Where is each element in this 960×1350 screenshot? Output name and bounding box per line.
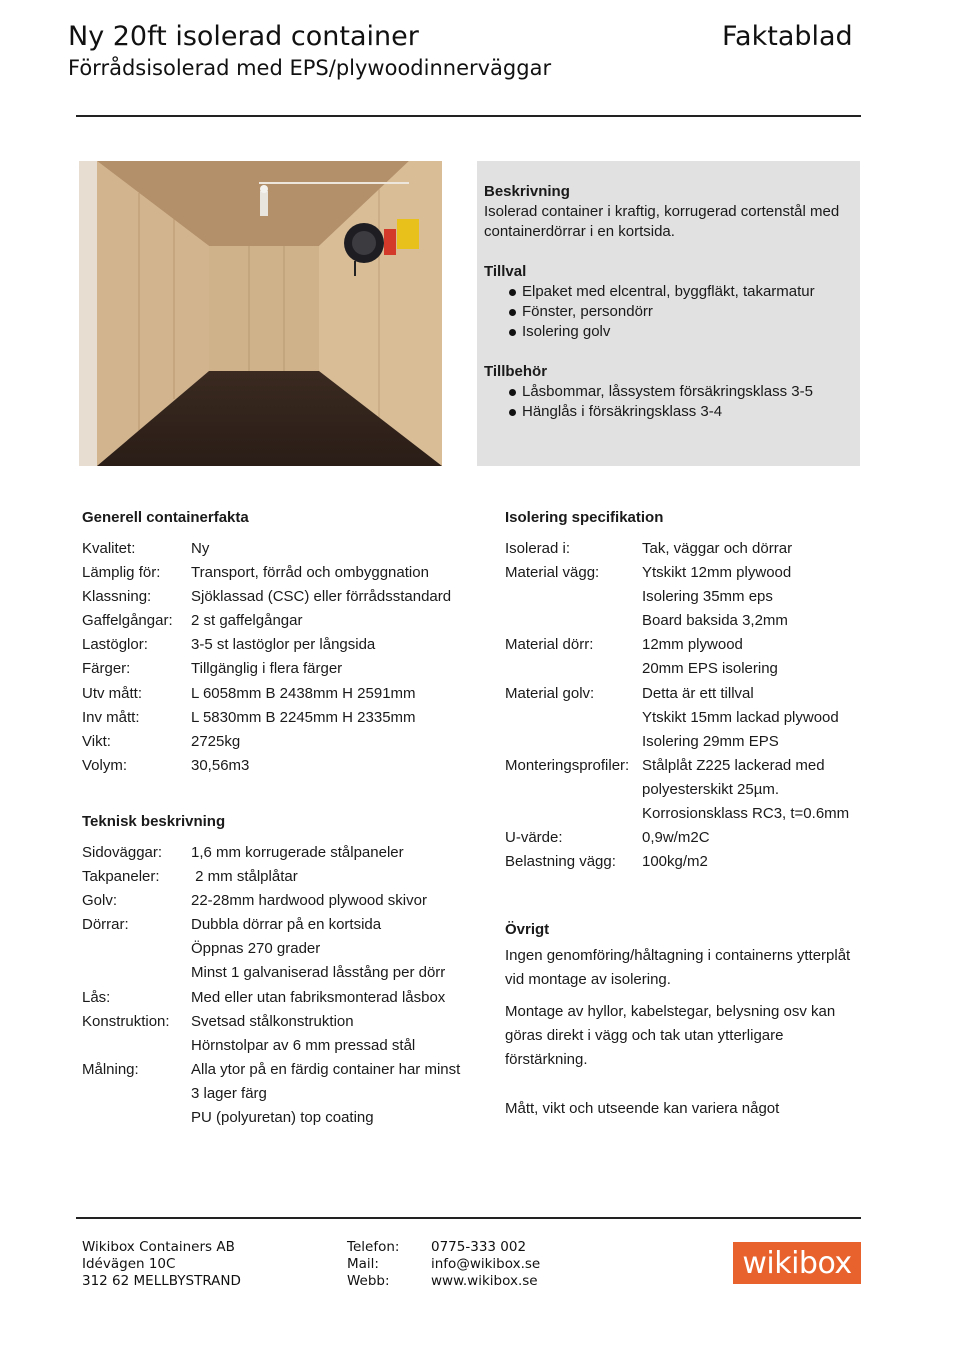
table-row: Dörrar: Dubbla dörrar på en kortsida	[82, 916, 382, 934]
table-row: Monteringsprofiler: Stålplåt Z225 lackerad med	[505, 756, 825, 774]
description-heading: Beskrivning	[484, 183, 570, 200]
technical-heading: Teknisk beskrivning	[82, 813, 226, 830]
document-subtitle: Förrådsisolerad med EPS/plywoodinnerväggar	[68, 56, 552, 80]
table-row: Gaffelgångar: 2 st gaffelgångar	[82, 612, 303, 630]
table-row: 20mm EPS isolering	[642, 660, 778, 678]
table-row: Sidoväggar: 1,6 mm korrugerade stålpaneler	[82, 844, 404, 861]
accessories-heading: Tillbehör	[484, 363, 548, 380]
table-row: 3 lager färg	[191, 1084, 267, 1102]
misc-paragraph: Ingen genomföring/håltagning i containerns ytterplåt vid montage av isolering.	[505, 947, 851, 989]
general-facts-table	[82, 537, 482, 778]
table-row: Minst 1 galvaniserad låsstång per dörr	[191, 964, 446, 982]
footer-contact-labels	[347, 1239, 399, 1290]
document-type: Faktablad	[722, 21, 853, 52]
header-divider	[76, 115, 861, 117]
table-row: Målning: Alla ytor på en färdig container har minst	[82, 1060, 461, 1078]
list-item: Låsbommar, låssystem försäkringsklass 3-5	[484, 382, 853, 402]
list-item: Hänglås i försäkringsklass 3-4	[484, 402, 853, 422]
table-row: Inv mått: L 5830mm B 2245mm H 2335mm	[82, 708, 416, 726]
phone-value: 0775-333 002	[431, 1239, 527, 1255]
footer-address	[82, 1239, 241, 1290]
list-item: Elpaket med elcentral, byggfläkt, takarmatur	[484, 282, 853, 302]
description-panel	[477, 161, 860, 466]
list-item: Fönster, persondörr	[484, 302, 853, 322]
table-row: Belastning vägg: 100kg/m2	[505, 853, 708, 871]
table-row: Öppnas 270 grader	[191, 940, 321, 958]
table-row: Isolering 29mm EPS	[642, 732, 779, 750]
insulation-heading: Isolering specifikation	[505, 509, 664, 526]
phone-label: Telefon:	[347, 1239, 400, 1255]
table-row: Ytskikt 15mm lackad plywood	[642, 708, 839, 726]
table-row: U-värde: 0,9w/m2C	[505, 829, 710, 847]
table-row: Korrosionsklass RC3, t=0.6mm	[642, 805, 850, 823]
table-row: Konstruktion: Svetsad stålkonstruktion	[82, 1012, 354, 1030]
description-text: Isolerad container i kraftig, korrugerad cortenstål med containerdörrar i en kortsida.	[484, 203, 840, 240]
web-link[interactable]: www.wikibox.se	[431, 1273, 538, 1289]
table-row: Isolerad i: Tak, väggar och dörrar	[505, 540, 793, 557]
footer-contact-values	[431, 1239, 540, 1290]
misc-section	[505, 918, 855, 1121]
misc-paragraph: Mått, vikt och utseende kan variera något	[505, 1099, 780, 1117]
table-row: Isolering 35mm eps	[642, 588, 773, 606]
table-row: Lämplig för: Transport, förråd och ombyggnation	[82, 564, 429, 582]
table-row: Takpaneler: 2 mm stålplåtar	[82, 868, 298, 886]
table-row: Volym: 30,56m3	[82, 756, 250, 774]
misc-paragraph: Montage av hyllor, kabelstegar, belysning osv kan göras direkt i vägg och tak utan ytterligare förstärkning.	[505, 1003, 836, 1069]
table-row: Lastöglor: 3-5 st lastöglor per långsida	[82, 636, 376, 654]
street-address: Idévägen 10C	[82, 1256, 176, 1272]
mail-link[interactable]: info@wikibox.se	[431, 1256, 541, 1272]
table-row: Lås: Med eller utan fabriksmonterad låsbox	[82, 988, 446, 1006]
table-row: Färger: Tillgänglig i flera färger	[82, 660, 343, 678]
options-list	[484, 282, 853, 342]
general-facts-heading: Generell containerfakta	[82, 509, 249, 526]
wikibox-logo: wikibox	[733, 1242, 861, 1284]
container-interior-illustration	[79, 161, 442, 466]
table-row: polyesterskikt 25µm.	[642, 780, 780, 798]
table-row: Board baksida 3,2mm	[642, 612, 788, 630]
web-label: Webb:	[347, 1273, 390, 1289]
table-row: Klassning: Sjöklassad (CSC) eller förrådsstandard	[82, 588, 452, 606]
mail-label: Mail:	[347, 1256, 379, 1272]
list-item: Isolering golv	[484, 322, 853, 342]
technical-table	[82, 841, 482, 1130]
document-title: Ny 20ft isolerad container	[68, 21, 419, 52]
table-row: Hörnstolpar av 6 mm pressad stål	[191, 1036, 416, 1054]
table-row: PU (polyuretan) top coating	[191, 1109, 374, 1127]
options-heading: Tillval	[484, 263, 527, 280]
company-name: Wikibox Containers AB	[82, 1239, 235, 1255]
container-interior-photo	[79, 161, 442, 466]
table-row: Golv: 22-28mm hardwood plywood skivor	[82, 892, 427, 910]
table-row: Kvalitet: Ny	[82, 540, 210, 557]
footer-divider	[76, 1217, 861, 1219]
accessories-list	[484, 382, 853, 422]
misc-heading: Övrigt	[505, 921, 550, 938]
table-row: Vikt: 2725kg	[82, 732, 241, 750]
table-row: Material dörr: 12mm plywood	[505, 636, 743, 654]
table-row: Material golv: Detta är ett tillval	[505, 684, 754, 702]
table-row: Utv mått: L 6058mm B 2438mm H 2591mm	[82, 684, 416, 702]
insulation-table	[505, 537, 875, 874]
table-row: Material vägg: Ytskikt 12mm plywood	[505, 564, 792, 582]
city-address: 312 62 MELLBYSTRAND	[82, 1273, 241, 1289]
